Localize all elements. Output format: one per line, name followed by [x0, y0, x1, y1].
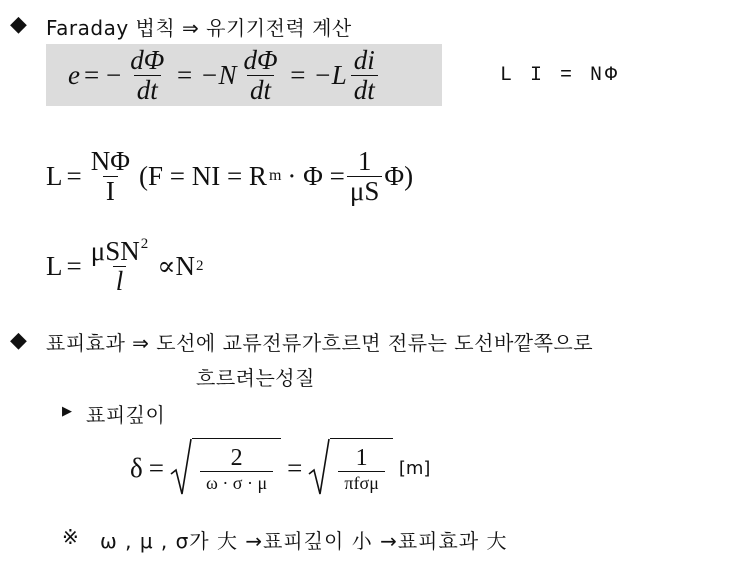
equals-sign: = [148, 452, 164, 483]
fraction-numerator: dΦ [243, 45, 278, 76]
dphi-dt-fraction [127, 46, 167, 104]
inductance-equation [46, 144, 413, 208]
dphi-dt-fraction-2 [240, 46, 280, 104]
proportional-n: ∝N [157, 250, 196, 281]
di-dt-fraction [351, 46, 378, 104]
fraction-denominator: dt [247, 75, 274, 104]
dot-phi: · Φ = [287, 160, 345, 191]
fraction-numerator: 2 [230, 444, 243, 471]
fraction-denominator: dt [134, 75, 161, 104]
emf-symbol: e [68, 59, 80, 90]
fraction-denominator: μS [347, 176, 383, 205]
sqrt-two-over-wsm [170, 438, 281, 498]
fraction-denominator: l [113, 266, 127, 295]
fraction-numerator: di [353, 45, 375, 76]
fraction-numerator: 1 [357, 146, 372, 177]
emf-eq-minus-n: = −N [175, 59, 237, 90]
phi-close: Φ) [384, 160, 414, 191]
radical-icon [170, 438, 192, 498]
inductance-proportional-equation [46, 234, 204, 298]
inductance-symbol: L [46, 250, 63, 281]
skin-effect-heading: 표피효과 ⇒ 도선에 교류전류가흐르면 전류는 도선바깥쪽으로 [46, 331, 594, 355]
musn2-over-l-fraction [88, 237, 152, 295]
emf-equation-box [46, 44, 442, 106]
skin-effect-heading-cont: 흐르려는성질 [196, 366, 315, 390]
fraction-numerator: μSN$^2$ [90, 236, 149, 267]
triangle-bullet-icon: ▶ [62, 404, 72, 419]
unit-meter: [m] [398, 457, 431, 479]
fraction-denominator: dt [351, 75, 378, 104]
note-symbol: ※ [62, 525, 80, 549]
equals-sign: = [66, 250, 82, 281]
emf-eq-minus: = − [83, 59, 122, 90]
radical-icon [308, 438, 330, 498]
note-text: ω , μ , σ가 大 →표피깊이 小 →표피효과 大 [100, 529, 508, 553]
n-squared-superscript: 2 [196, 257, 204, 274]
skin-depth-label: 표피깊이 [86, 403, 166, 427]
mmf-relation: F = NI = R [147, 160, 267, 191]
fraction-numerator: 1 [355, 444, 368, 471]
fraction-numerator: NΦ [90, 146, 130, 177]
paren-open: ( [138, 160, 148, 191]
skin-depth-equation [130, 436, 430, 500]
equals-sign: = [66, 160, 82, 191]
emf-eq-minus-l: = −L [288, 59, 347, 90]
diamond-bullet-icon: ◆ [10, 12, 27, 37]
one-over-mus-fraction [347, 147, 383, 205]
two-over-wsm-fraction [200, 446, 273, 493]
fraction-denominator: ω · σ · μ [200, 471, 273, 493]
fraction-numerator: dΦ [130, 45, 165, 76]
fraction-denominator: πfσμ [338, 471, 384, 493]
inductance-symbol: L [46, 160, 63, 191]
flux-linkage-relation: L I = NΦ [500, 64, 621, 87]
reluctance-subscript: m [268, 167, 282, 184]
faraday-heading: Faraday 법칙 ⇒ 유기기전력 계산 [46, 16, 352, 40]
fraction-denominator: I [103, 176, 118, 205]
one-over-pfsm-fraction [338, 446, 384, 493]
sqrt-one-over-pfsm [308, 438, 392, 498]
diamond-bullet-icon: ◆ [10, 328, 27, 353]
nphi-over-i-fraction [88, 147, 133, 205]
delta-symbol: δ [130, 452, 143, 483]
equals-sign-2: = [287, 452, 303, 483]
